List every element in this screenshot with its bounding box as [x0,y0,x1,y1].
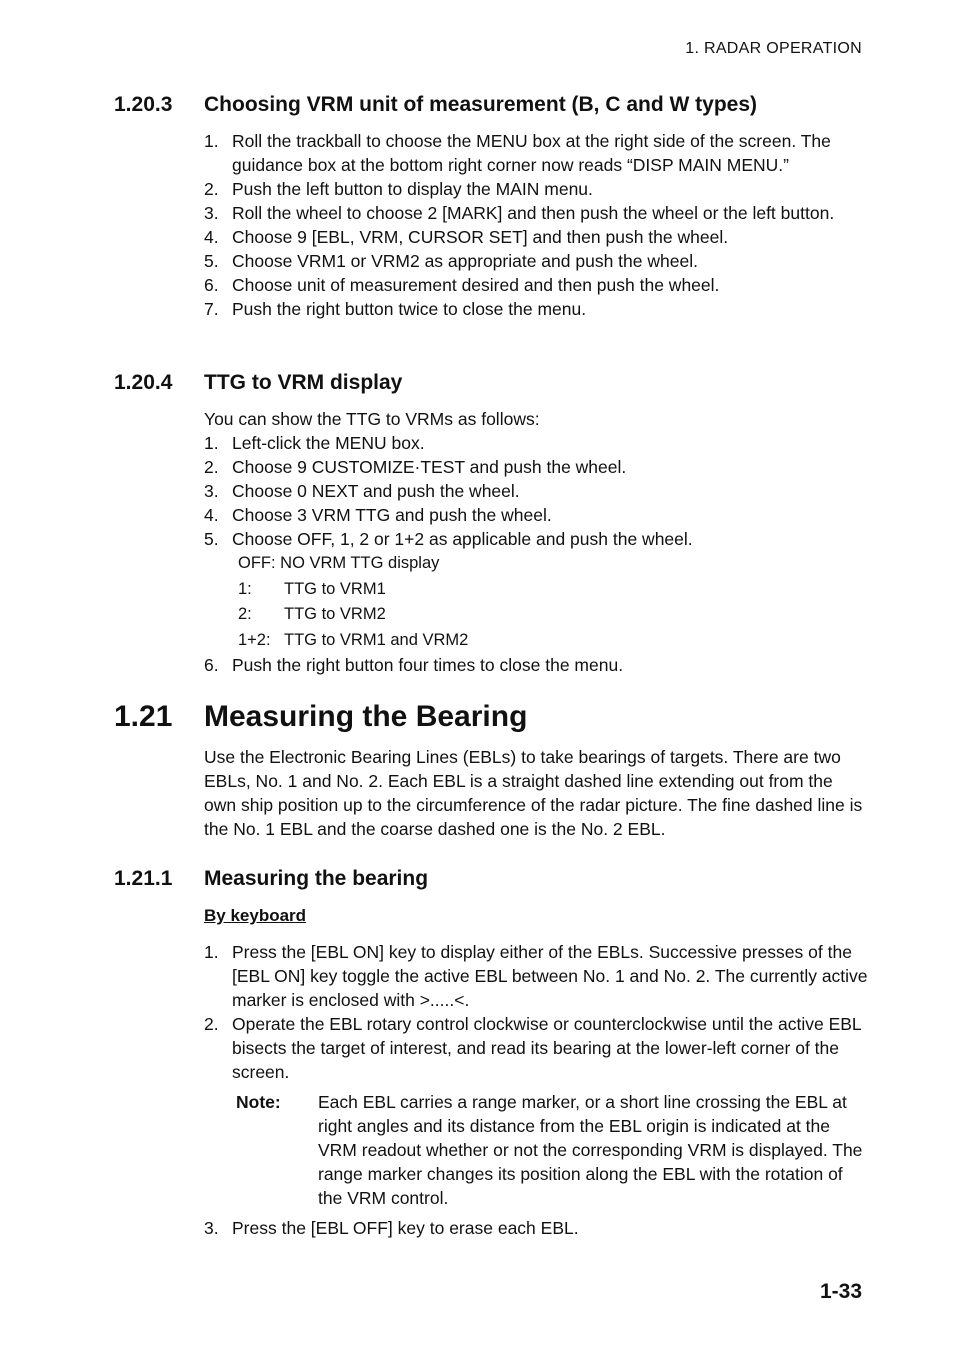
page-number: 1-33 [819,1280,862,1303]
subheading-by-keyboard: By keyboard [204,906,307,925]
section-number: 1.20.4 [114,371,173,394]
chapter-heading-1-21 [114,700,527,734]
list-item: 1. Left-click the MENU box. [204,433,425,453]
option-list [204,551,869,653]
list-item: 5. Choose OFF, 1, 2 or 1+2 as applicable and push the wheel. [204,529,693,549]
section-number: 1.21.1 [114,867,173,890]
section-title: Measuring the Bearing [204,700,528,733]
list-item: 2. Operate the EBL rotary control clockwise or counterclockwise until the active EBL bisects the target of interest, and read its bearing at the lower-left corner of the screen. [204,1014,861,1082]
section-title: Choosing VRM unit of measurement (B, C and W types) [204,93,758,116]
steps-1-20-3 [204,129,869,321]
paragraph-1-21: Use the Electronic Bearing Lines (EBLs) to take bearings of targets. There are two EBLs, No. 1 and No. 2. Each EBL is a straight dashed line extending out from the own ship position up to the circumference of the radar picture. The fine dashed line is the No. 1 EBL and the coarse dashed one is the No. 2 EBL. [204,747,863,839]
steps-1-21-1 [204,904,869,1240]
running-head: 1. RADAR OPERATION [685,40,862,57]
list-item: 2. Push the left button to display the MAIN menu. [204,179,593,199]
section-number: 1.20.3 [114,93,173,116]
list-item: 6. Choose unit of measurement desired and then push the wheel. [204,275,720,295]
steps-1-20-4 [204,407,869,677]
section-title: Measuring the bearing [204,867,429,890]
list-item: 1. Press the [EBL ON] key to display either of the EBLs. Successive presses of the [EBL ON] key toggle the active EBL between No. 1 and No. 2. The currently active marker is enclosed with >.....<. [204,942,868,1010]
list-item: 4. Choose 3 VRM TTG and push the wheel. [204,505,552,525]
option-row: 2: TTG to VRM2 [238,605,386,623]
section-title: TTG to VRM display [204,371,403,394]
note-text: Each EBL carries a range marker, or a short line crossing the EBL at right angles and its distance from the EBL origin is indicated at the VRM readout whether or not the corresponding VRM is displayed. The range marker changes its position along the EBL with the rotation of the VRM control. [318,1092,863,1208]
section-number: 1.21 [114,700,173,733]
intro-text: You can show the TTG to VRMs as follows: [204,409,540,429]
list-item: 3. Choose 0 NEXT and push the wheel. [204,481,520,501]
note-box [236,1090,869,1210]
list-item: 4. Choose 9 [EBL, VRM, CURSOR SET] and then push the wheel. [204,227,729,247]
section-heading-1-20-3 [114,93,757,117]
section-heading-1-21-1 [114,867,428,891]
option-off: OFF: NO VRM TTG display [238,554,440,572]
note-label: Note: [236,1092,281,1112]
list-item: 7. Push the right button twice to close the menu. [204,299,587,319]
option-row: 1+2: TTG to VRM1 and VRM2 [238,630,469,649]
list-item: 2. Choose 9 CUSTOMIZE·TEST and push the wheel. [204,457,627,477]
list-item: 3. Press the [EBL OFF] key to erase each EBL. [204,1218,579,1238]
list-item: 6. Push the right button four times to close the menu. [204,655,624,675]
list-item: 5. Choose VRM1 or VRM2 as appropriate and push the wheel. [204,251,698,271]
option-row: 1: TTG to VRM1 [238,579,386,598]
list-item: 1. Roll the trackball to choose the MENU box at the right side of the screen. The guidance box at the bottom right corner now reads “DISP MAIN MENU.” [204,131,831,175]
list-item: 3. Roll the wheel to choose 2 [MARK] and then push the wheel or the left button. [204,203,835,223]
section-heading-1-20-4 [114,371,402,395]
